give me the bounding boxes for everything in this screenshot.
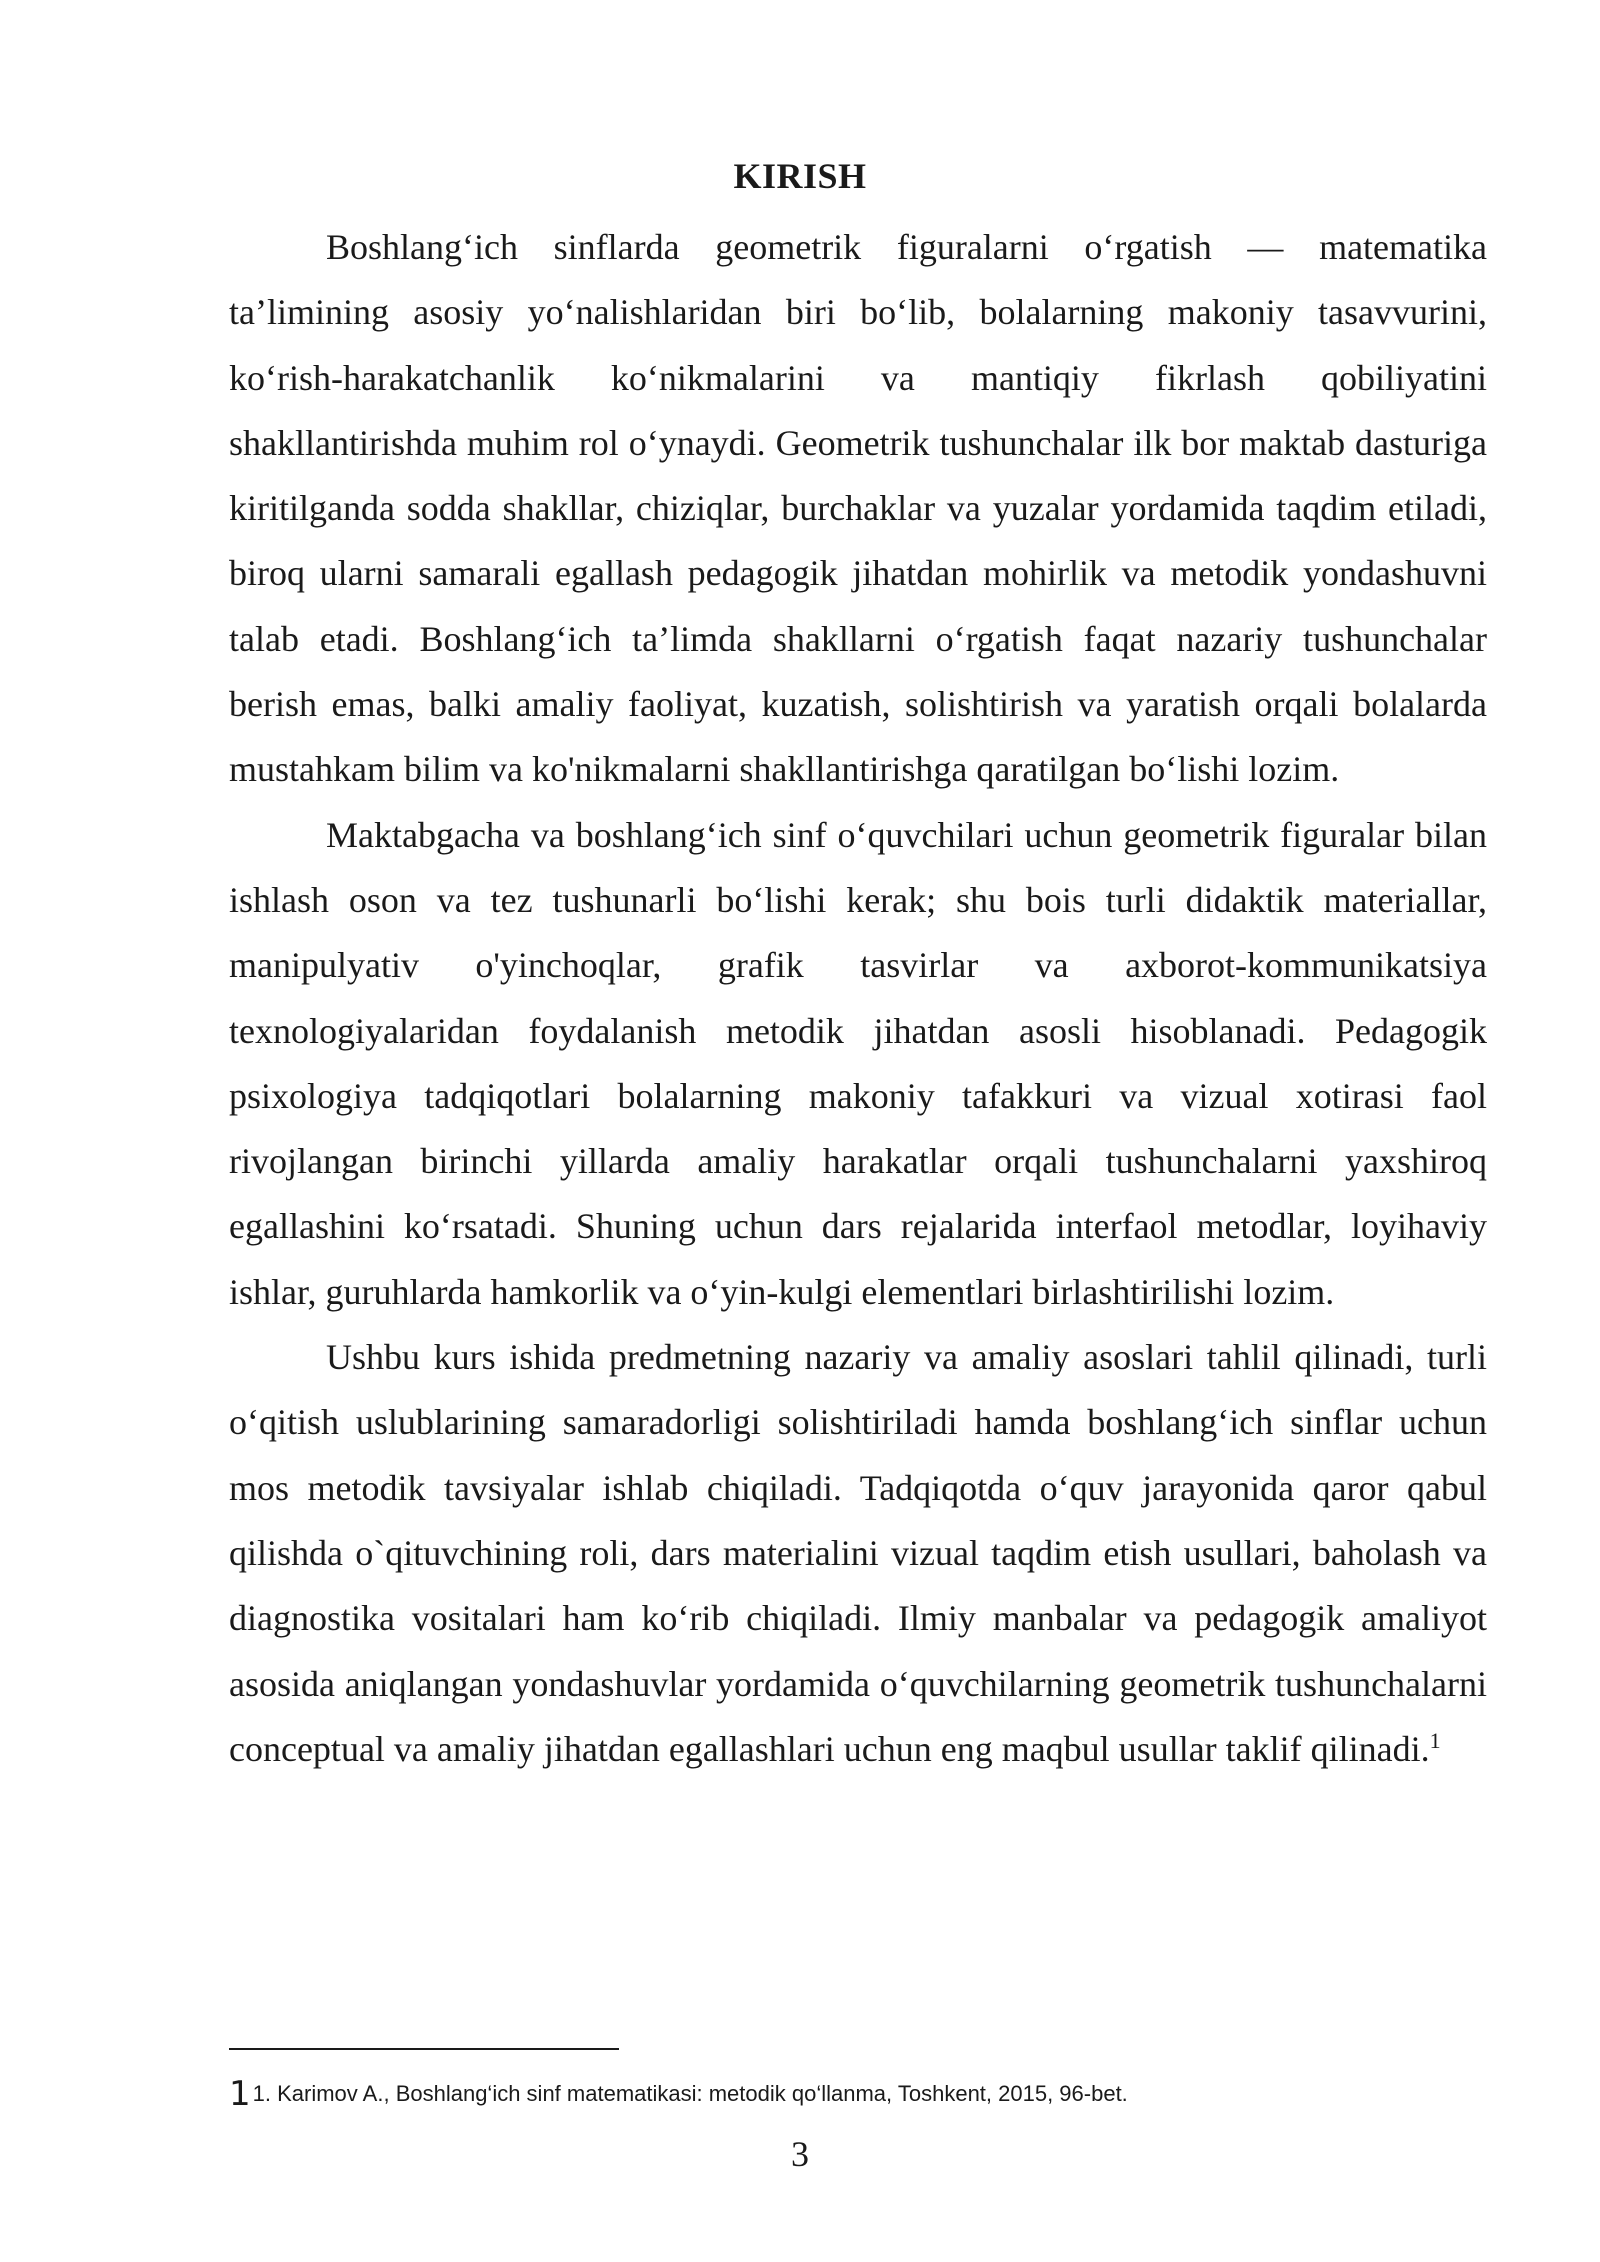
body-text (229, 215, 1487, 1782)
footnote-marker: 1 (229, 2074, 251, 2114)
footnote-separator (229, 2048, 619, 2050)
footnote-text: 1. Karimov A., Boshlang‘ich sinf matematikasi: metodik qo‘llanma, Toshkent, 2015, 96-bet. (252, 2081, 1128, 2106)
paragraph-1-text: Boshlang‘ich sinflarda geometrik figuralarni o‘rgatish — matematika ta’limining asosiy yo‘nalishlaridan biri bo‘lib, bolalarning makoniy tasavvurini, ko‘rish-harakatchanlik ko‘nikmalarini va mantiqiy fikrlash qobiliyatini shakllantirishda muhim rol o‘ynaydi. Geometrik tushunchalar ilk bor maktab dasturiga kiritilganda sodda shakllar, chiziqlar, burchaklar va yuzalar yordamida taqdim etiladi, biroq ularni samarali egallash pedagogik jihatdan mohirlik va metodik yondashuvni talab etadi. Boshlang‘ich ta’limda shakllarni o‘rgatish faqat nazariy tushunchalar berish emas, balki amaliy faoliyat, kuzatish, solishtirish va yaratish orqali bolalarda mustahkam bilim va ko'nikmalarni shakllantirishga qaratilgan bo‘lishi lozim. (229, 227, 1487, 790)
footnote (229, 2074, 1487, 2114)
paragraph-2 (229, 803, 1487, 1325)
footnote-reference[interactable]: 1 (1429, 1727, 1441, 1753)
paragraph-3 (229, 1325, 1487, 1782)
paragraph-2-text: Maktabgacha va boshlang‘ich sinf o‘quvchilari uchun geometrik figuralar bilan ishlash oson va tez tushunarli bo‘lishi kerak; shu bois turli didaktik materiallar, manipulyativ o'yinchoqlar, grafik tasvirlar va axborot-kommunikatsiya texnologiyalaridan foydalanish metodik jihatdan asosli hisoblanadi. Pedagogik psixologiya tadqiqotlari bolalarning makoniy tafakkuri va vizual xotirasi faol rivojlangan birinchi yillarda amaliy harakatlar orqali tushunchalarni yaxshiroq egallashini ko‘rsatadi. Shuning uchun dars rejalarida interfaol metodlar, loyihaviy ishlar, guruhlarda hamkorlik va o‘yin-kulgi elementlari birlashtirilishi lozim. (229, 814, 1487, 1312)
paragraph-1 (229, 215, 1487, 803)
section-heading: KIRISH (733, 156, 867, 196)
page-number: 3 (791, 2134, 809, 2174)
paragraph-3-text: Ushbu kurs ishida predmetning nazariy va amaliy asoslari tahlil qilinadi, turli o‘qitish uslublarining samaradorligi solishtiriladi hamda boshlang‘ich sinflar uchun mos metodik tavsiyalar ishlab chiqiladi. Tadqiqotda o‘quv jarayonida qaror qabul qilishda o`qituvchining roli, dars materialini vizual taqdim etish usullari, baholash va diagnostika vositalari ham ko‘rib chiqiladi. Ilmiy manbalar va pedagogik amaliyot asosida aniqlangan yondashuvlar yordamida o‘quvchilarning geometrik tushunchalarni conceptual va amaliy jihatdan egallashlari uchun eng maqbul usullar taklif qilinadi. (229, 1337, 1487, 1769)
